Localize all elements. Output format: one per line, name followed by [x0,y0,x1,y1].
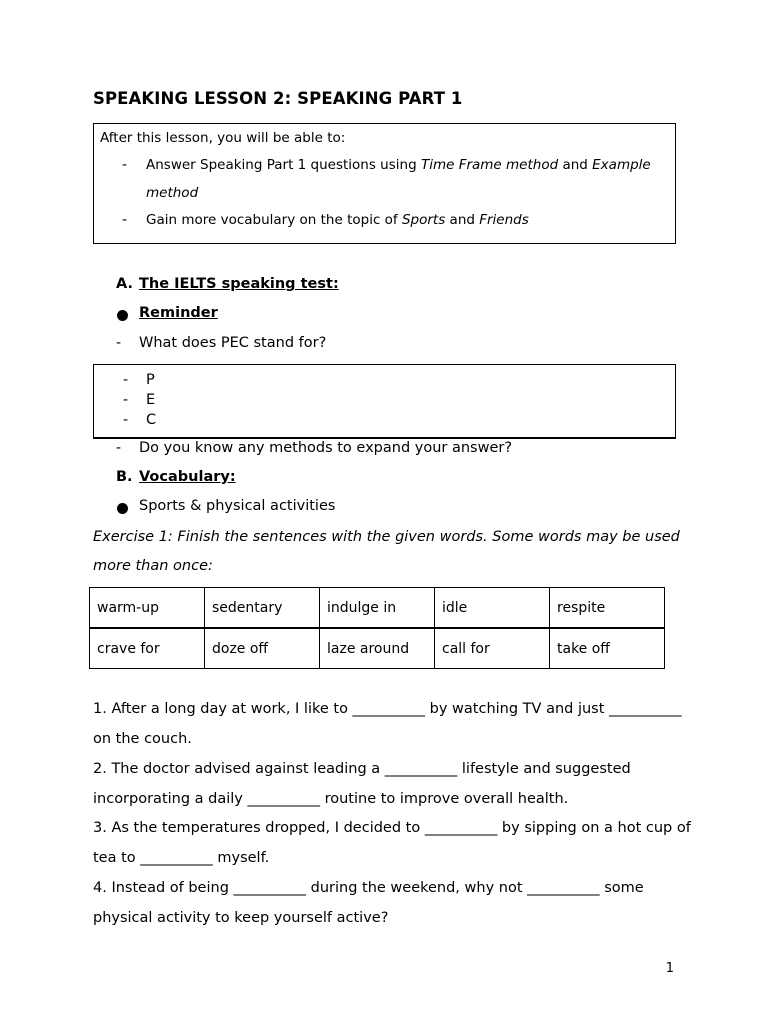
objective-1-em-method: method [146,185,199,201]
table-row [90,588,665,629]
dash-marker: - [116,440,122,456]
sentence-1-line-1: 1. After a long day at work, I like to __________ by watching TV and just __________ [93,701,682,717]
objective-1-text: Answer Speaking Part 1 questions using [146,157,421,173]
sentence-3-line-2: tea to __________ myself. [93,850,270,866]
bullet-icon [117,310,128,321]
exercise-instruction-line-1: Exercise 1: Finish the sentences with the given words. Some words may be used [93,529,680,545]
table-row [90,628,665,669]
objective-2-and: and [445,212,480,228]
sentence-1-line-2: on the couch. [93,731,192,747]
word-cell: laze around [320,628,435,669]
vocabulary-topic: Sports & physical activities [139,498,336,514]
pec-letter-p: P [146,372,155,388]
word-cell: idle [435,588,550,629]
dash-marker: - [122,157,128,173]
sentence-3-line-1: 3. As the temperatures dropped, I decided to __________ by sipping on a hot cup of [93,820,691,836]
objective-2-em-sports: Sports [401,212,446,228]
objective-1-em-time-frame: Time Frame method [420,157,559,173]
word-cell: crave for [90,628,205,669]
word-cell: sedentary [205,588,320,629]
reminder-heading: Reminder [139,305,218,321]
pec-letter-e: E [146,392,156,408]
objective-1-em-example: Example [592,157,651,173]
word-cell: warm-up [90,588,205,629]
dash-marker: - [122,212,128,228]
methods-question: Do you know any methods to expand your answer? [139,440,513,456]
objectives-intro: After this lesson, you will be able to: [100,130,346,146]
objective-item-1 [146,157,651,173]
objective-1-and: and [558,157,593,173]
exercise-instruction-line-2: more than once: [93,558,213,574]
objective-2-em-friends: Friends [479,212,529,228]
word-cell: indulge in [320,588,435,629]
word-bank-table [89,587,665,669]
dash-marker: - [123,412,129,428]
page-title: SPEAKING LESSON 2: SPEAKING PART 1 [93,89,463,108]
section-b-letter: B. [116,469,133,485]
word-cell: call for [435,628,550,669]
section-a-heading: The IELTS speaking test: [139,276,339,292]
dash-marker: - [123,372,129,388]
section-a-letter: A. [116,276,133,292]
dash-marker: - [116,335,122,351]
pec-question: What does PEC stand for? [139,335,327,351]
word-cell: respite [550,588,665,629]
sentence-2-line-1: 2. The doctor advised against leading a __________ lifestyle and suggested [93,761,631,777]
word-cell: doze off [205,628,320,669]
objective-2-text: Gain more vocabulary on the topic of [146,212,402,228]
objective-item-2 [146,212,529,228]
sentence-2-line-2: incorporating a daily __________ routine to improve overall health. [93,791,569,807]
dash-marker: - [123,392,129,408]
sentence-4-line-1: 4. Instead of being __________ during the weekend, why not __________ some [93,880,644,896]
pec-letter-c: C [146,412,157,428]
word-cell: take off [550,628,665,669]
bullet-icon [117,503,128,514]
pec-answer-box [93,364,676,439]
page-number: 1 [665,961,674,976]
sentence-4-line-2: physical activity to keep yourself active? [93,910,389,926]
section-b-heading: Vocabulary: [139,469,236,485]
